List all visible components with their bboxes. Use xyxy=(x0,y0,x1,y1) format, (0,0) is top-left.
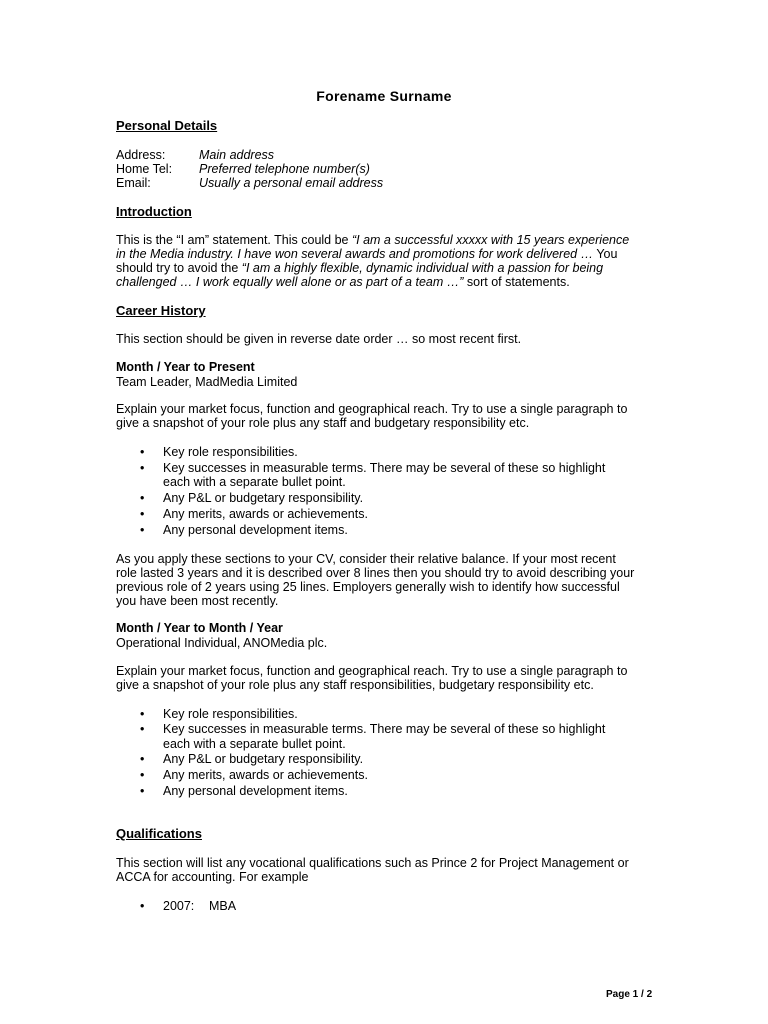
bullet-icon: • xyxy=(140,768,145,782)
job1-bullet-4: Any merits, awards or achievements. xyxy=(163,507,368,521)
job2-bullet-4: Any merits, awards or achievements. xyxy=(163,768,368,782)
bullet-icon: • xyxy=(140,491,145,505)
document-title: Forename Surname xyxy=(316,88,452,104)
bullet-icon: • xyxy=(140,707,145,721)
job1-desc-1: Explain your market focus, function and geographical reach. Try to use a single paragraph to xyxy=(116,402,628,416)
balance-line-2: role lasted 3 years and it is described over 8 lines then you should try to avoid describing your xyxy=(116,566,635,580)
balance-line-4: you have been most recently. xyxy=(116,594,279,608)
home-tel-value: Preferred telephone number(s) xyxy=(199,162,370,176)
introduction-heading: Introduction xyxy=(116,204,192,219)
bullet-icon: • xyxy=(140,752,145,766)
job1-period: Month / Year to Present xyxy=(116,360,255,374)
page-number: Page 1 / 2 xyxy=(606,989,653,1000)
qual-item-year: 2007: xyxy=(163,899,195,913)
job1-bullet-2-cont: each with a separate bullet point. xyxy=(163,475,346,489)
job2-bullet-3: Any P&L or budgetary responsibility. xyxy=(163,752,364,766)
job1-bullet-1: Key role responsibilities. xyxy=(163,445,298,459)
email-value: Usually a personal email address xyxy=(199,176,384,190)
intro-line-3: should try to avoid the “I am a highly flexible, dynamic individual with a passion for being xyxy=(116,261,604,275)
bullet-icon: • xyxy=(140,507,145,521)
job2-role: Operational Individual, ANOMedia plc. xyxy=(116,636,328,650)
job2-period: Month / Year to Month / Year xyxy=(116,621,283,635)
job1-bullet-3: Any P&L or budgetary responsibility. xyxy=(163,491,364,505)
qualifications-heading: Qualifications xyxy=(116,826,202,841)
job2-bullet-1: Key role responsibilities. xyxy=(163,707,298,721)
career-history-heading: Career History xyxy=(116,303,206,318)
qual-item-name: MBA xyxy=(209,899,237,913)
intro-line-1: This is the “I am” statement. This could be “I am a successful xxxxx with 15 years experience xyxy=(116,233,630,247)
career-intro: This section should be given in reverse date order … so most recent first. xyxy=(116,332,522,346)
balance-line-1: As you apply these sections to your CV, consider their relative balance. If your most recent xyxy=(116,552,616,566)
job2-bullet-2-cont: each with a separate bullet point. xyxy=(163,737,346,751)
intro-line-2: in the Media industry. I have won several awards and promotions for work delivered … You xyxy=(116,247,618,261)
job2-desc-2: give a snapshot of your role plus any staff responsibilities, budgetary responsibility etc. xyxy=(116,678,594,692)
bullet-icon: • xyxy=(140,722,145,736)
bullet-icon: • xyxy=(140,899,145,913)
intro-line-4: challenged … I work equally well alone or as part of a team …” sort of statements. xyxy=(116,275,570,289)
bullet-icon: • xyxy=(140,461,145,475)
job2-desc-1: Explain your market focus, function and geographical reach. Try to use a single paragraph to xyxy=(116,664,628,678)
job2-bullet-5: Any personal development items. xyxy=(163,784,348,798)
home-tel-label: Home Tel: xyxy=(116,162,173,176)
email-label: Email: xyxy=(116,176,151,190)
balance-line-3: previous role of 2 years using 25 lines. Employers generally wish to identify how successful xyxy=(116,580,620,594)
job1-desc-2: give a snapshot of your role plus any staff and budgetary responsibility etc. xyxy=(116,416,530,430)
address-label: Address: xyxy=(116,148,166,162)
quals-line-2: ACCA for accounting. For example xyxy=(116,870,309,884)
job1-bullet-5: Any personal development items. xyxy=(163,523,348,537)
bullet-icon: • xyxy=(140,523,145,537)
bullet-icon: • xyxy=(140,784,145,798)
personal-details-heading: Personal Details xyxy=(116,118,218,133)
job1-role: Team Leader, MadMedia Limited xyxy=(116,375,298,389)
address-value: Main address xyxy=(199,148,275,162)
job1-bullet-2: Key successes in measurable terms. There may be several of these so highlight xyxy=(163,461,606,475)
bullet-icon: • xyxy=(140,445,145,459)
job2-bullet-2: Key successes in measurable terms. There may be several of these so highlight xyxy=(163,722,606,736)
quals-line-1: This section will list any vocational qualifications such as Prince 2 for Project Management or xyxy=(116,856,629,870)
